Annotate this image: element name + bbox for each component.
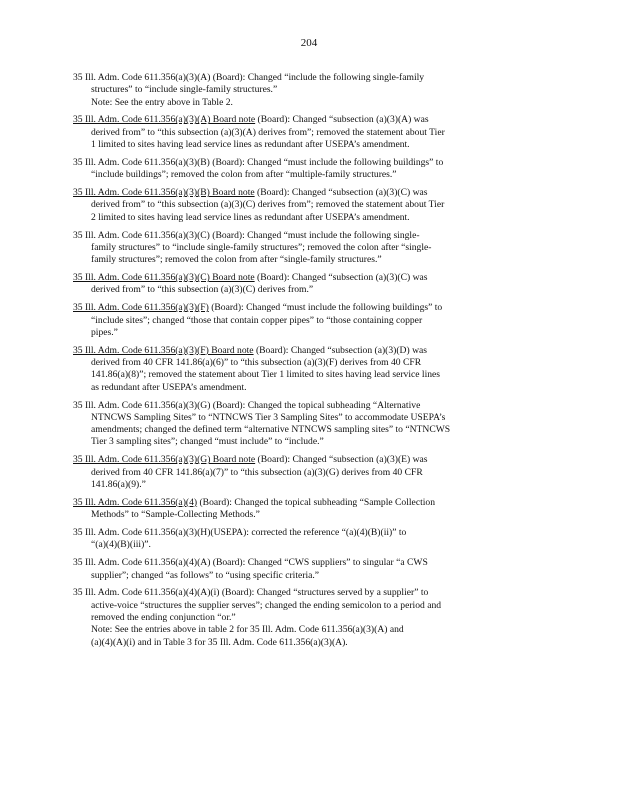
- entry-8: [73, 345, 547, 394]
- entry-line: amendments; changed the defined term “alternative NTNCWS sampling sites” to “NTNCWS: [91, 424, 451, 436]
- entry-line: 141.86(a)(9).”: [91, 478, 146, 490]
- entry-citation: 35 Ill. Adm. Code 611.356(a)(3)(F) Board note: [73, 344, 254, 356]
- entry-3: [73, 157, 547, 182]
- entry-citation: 35 Ill. Adm. Code 611.356(a)(3)(B) Board note: [73, 187, 255, 199]
- entry-line: 141.86(a)(8)”; removed the statement about Tier 1 limited to sites having lead service lines: [91, 369, 441, 381]
- entry-2: [73, 114, 547, 151]
- entry-note: (a)(4)(A)(i) and in Table 3 for 35 Ill. Adm. Code 611.356(a)(3)(A).: [91, 636, 348, 648]
- entry-11: [73, 497, 547, 522]
- entry-line: as redundant after USEPA’s amendment.: [91, 381, 247, 393]
- entry-7: [73, 302, 547, 339]
- entry-line: derived from” to “this subsection (a)(3)(A) derives from”; removed the statement about Tier: [91, 126, 445, 138]
- entry-citation: 35 Ill. Adm. Code 611.356(a)(4): [73, 496, 198, 508]
- entry-line: derived from” to “this subsection (a)(3)(C) derives from”; removed the statement about Tier: [91, 199, 445, 211]
- entry-9: [73, 400, 547, 449]
- entry-citation: 35 Ill. Adm. Code 611.356(a)(3)(A) Board note: [73, 114, 256, 126]
- entry-line: “(a)(4)(B)(iii)”.: [91, 539, 151, 551]
- entry-line: removed the ending conjunction “or.”: [91, 612, 236, 623]
- entry-line: family structures” to “include single-family structures”; removed the colon after “single-: [91, 241, 432, 253]
- entry-line: Methods” to “Sample-Collecting Methods.”: [91, 509, 260, 521]
- entry-10: [73, 454, 547, 491]
- entry-line: 2 limited to sites having lead service lines as redundant after USEPA’s amendment.: [91, 211, 410, 223]
- entry-line: supplier”; changed “as follows” to “using specific criteria.”: [91, 569, 320, 581]
- entry-note: Note: See the entry above in Table 2.: [91, 96, 233, 108]
- entry-line: Tier 3 sampling sites”; changed “must include” to “include.”: [91, 436, 324, 448]
- entry-12: [73, 527, 547, 552]
- entry-1: [73, 72, 547, 109]
- entry-line: 35 Ill. Adm. Code 611.356(a)(3)(H)(USEPA): corrected the reference “(a)(4)(B)(ii)” to: [73, 527, 407, 539]
- entry-line: derived from 40 CFR 141.86(a)(6)” to “this subsection (a)(3)(F) derives from 40 CFR: [91, 357, 422, 369]
- entry-line: NTNCWS Sampling Sites” to “NTNCWS Tier 3 Sampling Sites” to accommodate USEPA’s: [91, 411, 446, 423]
- entry-line: pipes.”: [91, 326, 118, 338]
- entry-line: “include sites”; changed “those that contain copper pipes” to “those containing copper: [91, 314, 423, 326]
- entry-13: [73, 557, 547, 582]
- entry-4: [73, 187, 547, 224]
- entry-line: (Board): Changed “subsection (a)(3)(C) was: [254, 272, 428, 284]
- entry-14: [73, 587, 547, 648]
- entry-citation: 35 Ill. Adm. Code 611.356(a)(3)(G) Board note: [73, 454, 256, 466]
- revision-entries-list: [73, 72, 547, 654]
- entry-line: active-voice “structures the supplier serves”; changed the ending semicolon to a period and: [91, 599, 442, 611]
- entry-line: (Board): Changed “subsection (a)(3)(D) was: [253, 344, 427, 356]
- entry-line: 35 Ill. Adm. Code 611.356(a)(4)(A)(i) (Board): Changed “structures served by a supplier” to: [73, 587, 429, 599]
- entry-line: “include buildings”; removed the colon from after “multiple-family structures.”: [91, 169, 397, 181]
- entry-line: 35 Ill. Adm. Code 611.356(a)(3)(G) (Board): Changed the topical subheading “Alternative: [73, 399, 421, 411]
- entry-6: [73, 272, 547, 297]
- entry-line: derived from” to “this subsection (a)(3)(C) derives from.”: [91, 284, 314, 296]
- entry-5: [73, 230, 547, 267]
- entry-line: (Board): Changed the topical subheading “Sample Collection: [197, 496, 435, 508]
- entry-line: (Board): Changed “subsection (a)(3)(E) was: [255, 454, 428, 466]
- entry-note: Note: See the entries above in table 2 for 35 Ill. Adm. Code 611.356(a)(3)(A) and: [91, 624, 404, 636]
- entry-line: 35 Ill. Adm. Code 611.356(a)(3)(C) (Board): Changed “must include the following single-: [73, 229, 420, 241]
- entry-line: (Board): Changed “must include the following buildings” to: [208, 302, 443, 314]
- entry-citation: 35 Ill. Adm. Code 611.356(a)(3)(F): [73, 302, 209, 314]
- entry-line: family structures”; removed the colon from after “single-family structures.”: [91, 254, 382, 266]
- entry-line: structures” to “include single-family structures.”: [91, 84, 278, 96]
- entry-citation: 35 Ill. Adm. Code 611.356(a)(3)(C) Board note: [73, 272, 255, 284]
- entry-line: 35 Ill. Adm. Code 611.356(a)(3)(B) (Board): Changed “must include the following buildings” to: [73, 156, 444, 168]
- entry-line: 1 limited to sites having lead service lines as redundant after USEPA’s amendment.: [91, 139, 410, 151]
- entry-line: (Board): Changed “subsection (a)(3)(C) was: [254, 187, 428, 199]
- entry-line: (Board): Changed “subsection (a)(3)(A) was: [255, 114, 429, 126]
- entry-line: derived from 40 CFR 141.86(a)(7)” to “this subsection (a)(3)(G) derives from 40 CFR: [91, 466, 423, 478]
- entry-line: 35 Ill. Adm. Code 611.356(a)(3)(A) (Board): Changed “include the following single-family: [73, 72, 425, 83]
- entry-line: 35 Ill. Adm. Code 611.356(a)(4)(A) (Board): Changed “CWS suppliers” to singular “a CWS: [73, 557, 428, 569]
- page-number: 204: [300, 37, 318, 49]
